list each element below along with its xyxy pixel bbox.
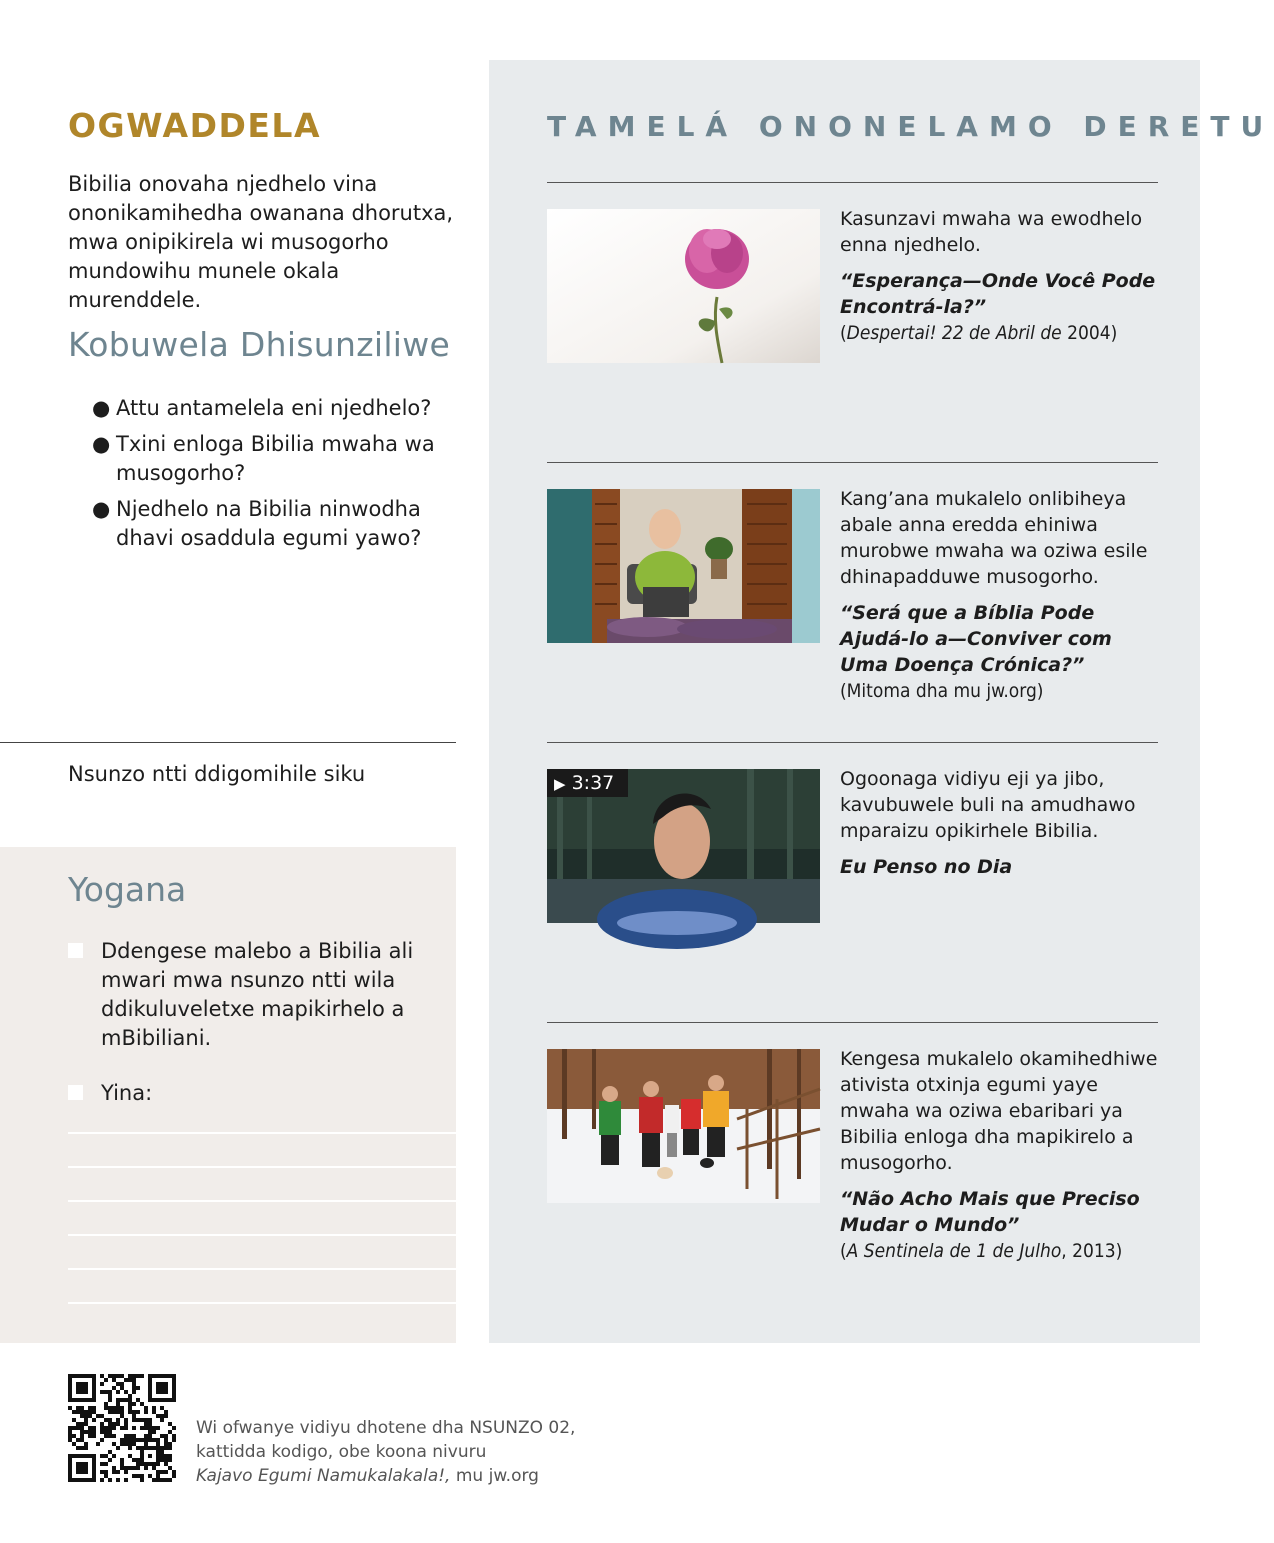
review-item-text: Txini enloga Bibilia mwaha wa musogorho? [116, 432, 435, 485]
write-line[interactable] [68, 1200, 456, 1202]
item-title-link[interactable]: “Será que a Bíblia Pode Ajudá-lo a—Conviver com Uma Doença Crónica?” [840, 602, 1112, 676]
video-duration-badge [547, 769, 628, 797]
flower-image[interactable] [547, 209, 820, 363]
item-description: Ogoonaga vidiyu eji ya jibo, kavubuwele buli na amudhawo mparaizu opikirhele Bibilia. [840, 768, 1136, 842]
review-item [92, 430, 452, 488]
item-divider [547, 182, 1158, 183]
goal-checkbox[interactable] [68, 943, 83, 958]
video-thumbnail[interactable] [547, 769, 820, 923]
item-description: Kengesa mukalelo okamihedhiwe ativista otxinja egumi yaye mwaha wa oziwa ebaribari ya Bibilia enloga dha mapikirelo a musogorho. [840, 1048, 1158, 1174]
play-icon: ▶ [554, 775, 566, 793]
summary-heading: OGWADDELA [68, 106, 321, 145]
video-duration: 3:37 [571, 772, 615, 794]
section-divider [0, 742, 456, 743]
item-description: Kasunzavi mwaha wa ewodhelo enna njedhelo. [840, 208, 1143, 256]
bullet-icon: ● [92, 396, 111, 420]
item-divider [547, 462, 1158, 463]
item-divider [547, 1022, 1158, 1023]
review-item-text: Njedhelo na Bibilia ninwodha dhavi osaddula egumi yawo? [116, 497, 422, 550]
bullet-icon: ● [92, 432, 111, 456]
review-item-text: Attu antamelela eni njedhelo? [116, 396, 432, 420]
goal-item [68, 937, 428, 1057]
write-line[interactable] [68, 1268, 456, 1270]
goal-item-text: Yina: [101, 1081, 153, 1105]
footer-line: Kajavo Egumi Namukalakala!, mu jw.org [196, 1466, 539, 1486]
write-line[interactable] [68, 1234, 456, 1236]
footer-text [196, 1416, 616, 1488]
item-title-link[interactable]: “Esperança—Onde Você Pode Encontrá-la?” [840, 270, 1156, 318]
review-item [92, 495, 452, 553]
resource-item [840, 766, 1160, 880]
goal-item-text: Ddengese malebo a Bibilia ali mwari mwa nsunzo ntti wila ddikuluveletxe mapikirhelo a mBibiliani. [101, 939, 414, 1050]
bullet-icon: ● [92, 497, 111, 521]
resource-item [840, 206, 1160, 346]
footer-line: kattidda kodigo, obe koona nivuru [196, 1442, 487, 1462]
explore-heading: TAMELÁ ONONELAMO DERETU [547, 110, 1274, 143]
next-lesson-label: Nsunzo ntti ddigomihile siku [68, 762, 366, 786]
goal-heading: Yogana [68, 870, 187, 909]
write-line[interactable] [68, 1132, 456, 1134]
review-list [92, 394, 452, 560]
family-snow-image[interactable] [547, 1049, 820, 1203]
item-description: Kang’ana mukalelo onlibiheya abale anna eredda ehiniwa murobwe mwaha wa oziwa esile dhinapadduwe musogorho. [840, 488, 1148, 588]
goal-item [68, 1079, 428, 1109]
review-heading: Kobuwela Dhisunziliwe [68, 325, 451, 364]
item-source: (Despertai! 22 de Abril de 2004) [840, 322, 1118, 344]
item-source: (A Sentinela de 1 de Julho, 2013) [840, 1240, 1123, 1262]
write-line[interactable] [68, 1302, 456, 1304]
item-divider [547, 742, 1158, 743]
summary-text: Bibilia onovaha njedhelo vina ononikamihedha owanana dhorutxa, mwa onipikirela wi musogorho mundowihu munele okala murenddele. [68, 172, 454, 312]
resource-item [840, 486, 1160, 704]
write-line[interactable] [68, 1166, 456, 1168]
qr-code-icon[interactable] [68, 1374, 176, 1482]
review-item [92, 394, 452, 423]
footer-line: Wi ofwanye vidiyu dhotene dha NSUNZO 02, [196, 1418, 576, 1438]
item-source: (Mitoma dha mu jw.org) [840, 680, 1044, 702]
man-window-image[interactable] [547, 489, 820, 643]
item-title-link[interactable]: “Não Acho Mais que Preciso Mudar o Mundo” [840, 1188, 1140, 1236]
item-title-link[interactable]: Eu Penso no Dia [840, 856, 1013, 878]
resource-item [840, 1046, 1160, 1264]
goal-checkbox[interactable] [68, 1085, 83, 1100]
